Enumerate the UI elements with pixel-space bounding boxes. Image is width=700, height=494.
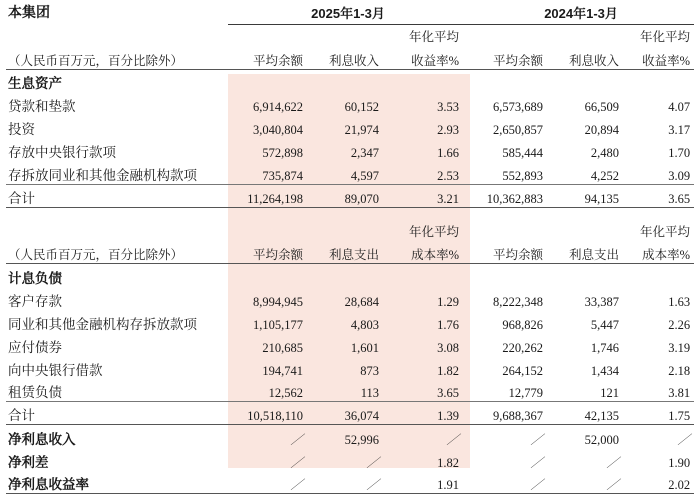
row-pri-interest: 5,447: [590, 317, 620, 332]
assets-yield-header-line2: 收益率%: [388, 45, 468, 69]
row-cur-rate: 1.29: [437, 294, 460, 309]
period-header-current: 2025年1-3月: [228, 0, 468, 24]
summary-pri-avg: ／: [468, 471, 552, 494]
total-label: 合计: [6, 184, 228, 207]
liabilities-section-label-row: [6, 264, 694, 287]
assets-avg-balance-header-prior: 平均余额: [468, 45, 552, 69]
spacer-cell: [552, 219, 628, 240]
row-cur-rate: 3.65: [388, 379, 468, 402]
row-cur-interest: 2,347: [350, 146, 379, 160]
row-pri-interest: 121: [552, 379, 628, 402]
row-pri-avg: 585,444: [502, 146, 544, 160]
summary-cur-avg: ／: [228, 471, 312, 494]
spacer-cell: [468, 69, 552, 92]
row-cur-avg: 3,040,804: [253, 123, 303, 137]
total-pri-rate: 3.65: [628, 184, 694, 207]
row-pri-rate: 3.19: [668, 340, 691, 355]
row-pri-rate: 1.63: [668, 294, 691, 309]
row-pri-avg: 552,893: [468, 161, 552, 184]
row-cur-avg: 12,562: [228, 379, 312, 402]
total-pri-interest: 94,135: [552, 184, 628, 207]
liabilities-cost-header-line1-prior: 年化平均: [640, 224, 691, 239]
row-cur-interest: 21,974: [344, 123, 379, 137]
row-pri-rate: 3.09: [628, 161, 694, 184]
assets-interest-income-header-prior: 利息收入: [552, 45, 628, 69]
row-label: 存拆放同业和其他金融机构款项: [6, 161, 228, 184]
row-label: 贷款和垫款: [8, 99, 76, 114]
spacer-cell: [388, 264, 468, 287]
spacer-cell: [468, 219, 552, 240]
spacer-cell: [312, 264, 388, 287]
summary-pri-interest: ／: [606, 455, 620, 470]
assets-subheader-row-1: [6, 24, 694, 45]
row-cur-rate: 2.93: [437, 123, 460, 137]
row-label: 存放中央银行款项: [8, 145, 116, 160]
row-cur-rate: 3.53: [437, 100, 460, 114]
row-label: 租赁负债: [6, 379, 228, 402]
table-content: [6, 0, 694, 494]
row-pri-avg: 968,826: [502, 317, 544, 332]
table-row: [6, 379, 694, 402]
section-spacer: [6, 207, 694, 219]
assets-avg-balance-header: 平均余额: [228, 45, 312, 69]
row-label: 应付债券: [8, 339, 62, 355]
unit-note: （人民币百万元，百分比除外）: [6, 45, 228, 69]
row-cur-interest: 113: [312, 379, 388, 402]
row-pri-avg: 2,650,857: [493, 123, 544, 137]
row-pri-rate: 2.18: [668, 363, 691, 378]
total-pri-avg: 9,688,367: [468, 402, 552, 425]
total-cur-interest: 36,074: [312, 402, 388, 425]
spacer-cell: [6, 24, 228, 45]
row-cur-avg: 735,874: [228, 161, 312, 184]
summary-cur-avg: ／: [290, 432, 303, 447]
spacer-cell: [6, 219, 228, 240]
assets-yield-header-line2-prior: 收益率%: [628, 45, 694, 69]
table-row: [6, 115, 694, 138]
summary-row-net-interest-income: [6, 425, 694, 448]
spacer-cell: [228, 264, 312, 287]
assets-interest-income-header: 利息收入: [312, 45, 388, 69]
summary-row-net-interest-margin: [6, 471, 694, 494]
row-cur-interest: 1,601: [350, 340, 379, 355]
row-cur-interest: 60,152: [344, 100, 379, 114]
table-row: [6, 92, 694, 115]
row-cur-rate: 1.76: [437, 317, 460, 332]
row-pri-rate: 4.07: [668, 100, 691, 114]
row-cur-avg: 8,994,945: [253, 294, 303, 309]
spacer-cell: [468, 264, 552, 287]
row-pri-interest: 33,387: [584, 294, 620, 309]
row-cur-rate: 2.53: [388, 161, 468, 184]
period-header-prior: 2024年1-3月: [468, 0, 694, 24]
row-pri-interest: 1,746: [590, 340, 620, 355]
total-label: 合计: [6, 402, 228, 425]
row-cur-interest: 873: [360, 363, 379, 378]
summary-cur-rate: 1.91: [388, 471, 468, 494]
row-pri-avg: 6,573,689: [493, 100, 544, 114]
total-cur-avg: 11,264,198: [228, 184, 312, 207]
row-pri-avg: 220,262: [502, 340, 544, 355]
row-cur-avg: 210,685: [262, 340, 303, 355]
assets-section-label: 生息资产: [8, 76, 62, 91]
spacer-cell: [228, 219, 312, 240]
summary-pri-avg: ／: [530, 432, 544, 447]
spacer-cell: [628, 207, 694, 219]
row-pri-rate: 3.81: [628, 379, 694, 402]
row-pri-rate: 1.70: [668, 146, 691, 160]
spacer-cell: [552, 207, 628, 219]
total-pri-avg: 10,362,883: [468, 184, 552, 207]
row-label: 同业和其他金融机构存拆放款项: [8, 316, 197, 332]
total-cur-avg: 10,518,110: [228, 402, 312, 425]
liabilities-cost-header-line2-prior: 成本率%: [628, 240, 694, 264]
liabilities-section-label: 计息负债: [8, 270, 62, 286]
spacer-cell: [628, 264, 694, 287]
table-row: [6, 138, 694, 161]
spacer-cell: [552, 264, 628, 287]
liabilities-avg-balance-header: 平均余额: [228, 240, 312, 264]
title-period-row: [6, 0, 694, 24]
summary-label: 净利息收益率: [6, 471, 228, 494]
liabilities-avg-balance-header-prior: 平均余额: [468, 240, 552, 264]
row-pri-interest: 66,509: [584, 100, 620, 114]
spacer-cell: [228, 69, 312, 92]
liabilities-subheader-row-2: [6, 240, 694, 264]
spacer-cell: [312, 24, 388, 45]
spacer-cell: [552, 69, 628, 92]
row-pri-interest: 20,894: [584, 123, 620, 137]
unit-note-liabilities: （人民币百万元，百分比除外）: [6, 240, 228, 264]
summary-cur-rate: 1.82: [437, 455, 460, 470]
total-pri-interest: 42,135: [552, 402, 628, 425]
summary-pri-rate: ／: [677, 432, 691, 447]
liabilities-subheader-row-1: [6, 219, 694, 240]
row-cur-avg: 6,914,622: [253, 100, 303, 114]
row-label: 客户存款: [8, 293, 62, 309]
summary-pri-interest: 52,000: [584, 432, 620, 447]
spacer-cell: [388, 207, 468, 219]
spacer-cell: [312, 207, 388, 219]
row-cur-rate: 1.66: [437, 146, 460, 160]
spacer-cell: [552, 24, 628, 45]
summary-label: 净利息收入: [8, 431, 76, 447]
row-pri-avg: 8,222,348: [493, 294, 544, 309]
spacer-cell: [468, 24, 552, 45]
total-cur-rate: 3.21: [388, 184, 468, 207]
summary-cur-avg: ／: [290, 455, 303, 470]
row-pri-interest: 1,434: [590, 363, 620, 378]
spacer-cell: [312, 219, 388, 240]
table-row: [6, 287, 694, 310]
summary-cur-interest: ／: [366, 455, 379, 470]
row-cur-rate: 1.82: [437, 363, 460, 378]
summary-row-net-interest-spread: [6, 448, 694, 471]
assets-total-row: [6, 184, 694, 207]
row-cur-avg: 194,741: [262, 363, 303, 378]
summary-pri-rate: 1.90: [668, 455, 691, 470]
row-label: 投资: [8, 122, 35, 137]
row-pri-rate: 3.17: [668, 123, 691, 137]
total-cur-interest: 89,070: [312, 184, 388, 207]
entity-title: 本集团: [8, 4, 50, 20]
row-pri-interest: 4,252: [552, 161, 628, 184]
liabilities-total-row: [6, 402, 694, 425]
row-cur-interest: 28,684: [344, 294, 379, 309]
liabilities-interest-expense-header-prior: 利息支出: [552, 240, 628, 264]
row-cur-avg: 572,898: [262, 146, 303, 160]
assets-section-label-row: [6, 69, 694, 92]
assets-yield-header-line1: 年化平均: [409, 30, 460, 44]
row-pri-rate: 2.26: [668, 317, 691, 332]
row-cur-interest: 4,803: [350, 317, 379, 332]
spacer-cell: [388, 69, 468, 92]
assets-subheader-row-2: [6, 45, 694, 69]
row-cur-rate: 3.08: [437, 340, 460, 355]
summary-cur-rate: ／: [446, 432, 460, 447]
spacer-cell: [228, 207, 312, 219]
summary-cur-interest: 52,996: [344, 432, 379, 447]
spacer-cell: [312, 69, 388, 92]
liabilities-interest-expense-header: 利息支出: [312, 240, 388, 264]
summary-cur-interest: ／: [312, 471, 388, 494]
row-cur-avg: 1,105,177: [253, 317, 303, 332]
summary-pri-interest: ／: [552, 471, 628, 494]
spacer-cell: [228, 24, 312, 45]
table-row: [6, 356, 694, 379]
spacer-cell: [468, 207, 552, 219]
table-row: [6, 333, 694, 356]
table-row: [6, 310, 694, 333]
summary-pri-avg: ／: [530, 455, 544, 470]
summary-label: 净利差: [8, 454, 49, 470]
row-pri-avg: 12,779: [468, 379, 552, 402]
total-pri-rate: 1.75: [628, 402, 694, 425]
spacer-cell: [628, 69, 694, 92]
liabilities-cost-header-line2: 成本率%: [388, 240, 468, 264]
liabilities-cost-header-line1: 年化平均: [409, 224, 460, 239]
row-label: 向中央银行借款: [8, 362, 103, 378]
row-pri-interest: 2,480: [590, 146, 620, 160]
row-pri-avg: 264,152: [502, 363, 544, 378]
assets-yield-header-line1-prior: 年化平均: [640, 30, 691, 44]
total-cur-rate: 1.39: [388, 402, 468, 425]
table-row: [6, 161, 694, 184]
spacer-cell: [6, 207, 228, 219]
interest-yield-table: [6, 0, 694, 494]
row-cur-interest: 4,597: [312, 161, 388, 184]
summary-pri-rate: 2.02: [628, 471, 694, 494]
